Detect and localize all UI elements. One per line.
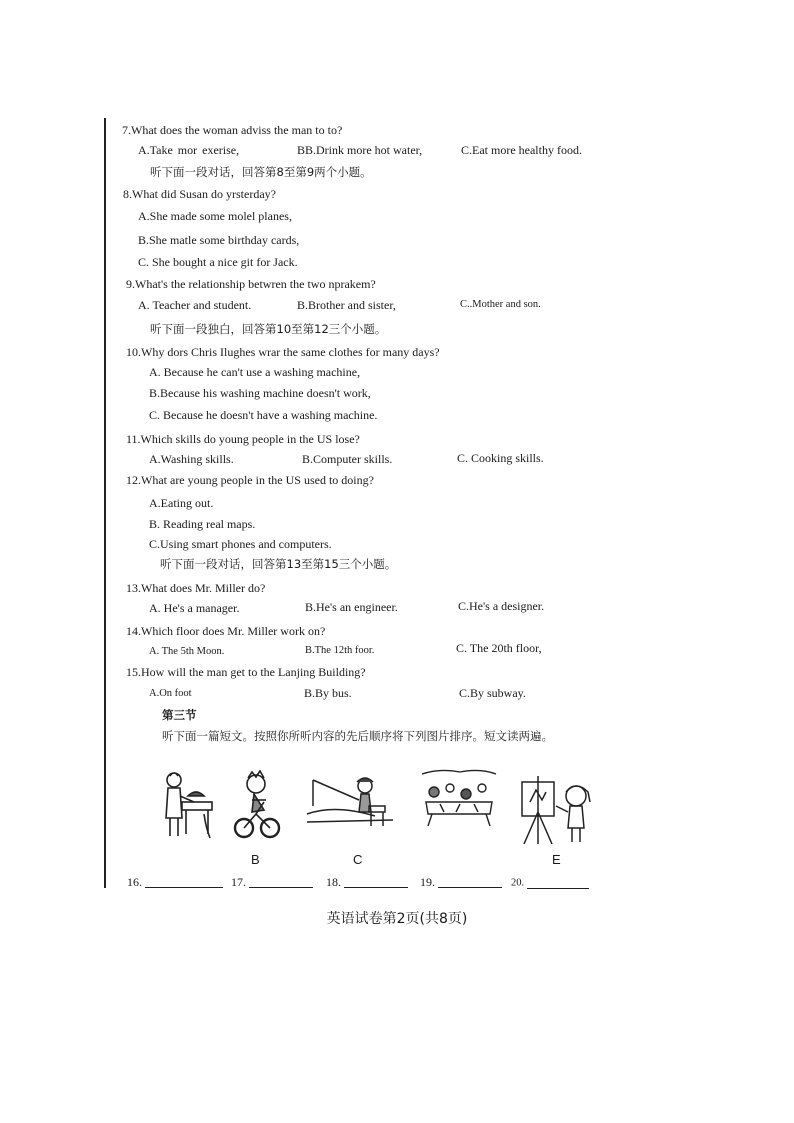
q10-option-a: A. Because he can't use a washing machine, (149, 365, 361, 379)
boy-cycling-icon (232, 770, 282, 842)
picture-label-b: B (251, 852, 260, 867)
q11-option-b: B.Computer skills. (302, 452, 393, 466)
person-cooking-icon (160, 768, 220, 840)
section3-instruction: 听下面一篇短文。按照你所听内容的先后顺序将下列图片排序。短文读两遍。 (162, 729, 553, 743)
q12-option-c: C.Using smart phones and computers. (149, 537, 332, 551)
picture-label-c: C (353, 852, 363, 867)
q9-question: 9.What's the relationship betwren the two nprakem? (126, 277, 376, 291)
answer-number-19: 19. (420, 875, 435, 889)
q15-option-c: C.By subway. (459, 686, 526, 700)
q7-option-c: C.Eat more healthy food. (461, 143, 582, 157)
answer-number-18: 18. (326, 875, 341, 889)
q9-option-c: C..Mother and son. (460, 299, 541, 310)
q10-option-c: C. Because he doesn't have a washing machine. (149, 408, 378, 422)
answer-number-16: 16. (127, 875, 142, 889)
q10-question: 10.Why dors Chris Ilughes wrar the same clothes for many days? (126, 345, 440, 359)
q12-question: 12.What are young people in the US used to doing? (126, 473, 374, 487)
answer-number-20: 20. (511, 877, 525, 889)
q10-option-b: B.Because his washing machine doesn't work, (149, 386, 371, 400)
section3-title: 第三节 (162, 708, 197, 722)
answer-blank-17[interactable] (231, 876, 313, 888)
q12-option-a: A.Eating out. (149, 496, 214, 510)
instruction-13-15: 听下面一段对话，回答第13至第15三个小题。 (160, 557, 397, 571)
page-footer: 英语试卷第2页(共8页) (326, 911, 468, 927)
instruction-8-9: 听下面一段对话，回答第8至第9两个小题。 (150, 165, 372, 179)
answer-blank-19[interactable] (420, 876, 502, 888)
q11-option-c: C. Cooking skills. (457, 451, 544, 465)
q8-question: 8.What did Susan do yrsterday? (123, 187, 276, 201)
q7-option-b: BB.Drink more hot water, (297, 143, 423, 157)
margin-line (104, 118, 106, 888)
q14-option-b: B.The 12th foor. (305, 645, 375, 656)
q7-question: 7.What does the woman adviss the man to to? (122, 123, 343, 137)
q15-option-a: A.On foot (149, 688, 192, 699)
q7-option-a: A.Take mor exerise, (138, 143, 240, 157)
q13-option-c: C.He's a designer. (458, 599, 545, 613)
answer-number-17: 17. (231, 875, 246, 889)
q13-option-a: A. He's a manager. (149, 601, 240, 615)
q8-option-b: B.She matle some birthday cards, (138, 233, 300, 247)
answer-blank-18[interactable] (326, 876, 408, 888)
q8-option-a: A.She made some molel planes, (138, 209, 292, 223)
man-fishing-icon (305, 770, 397, 834)
q13-option-b: B.He's an engineer. (305, 600, 398, 614)
answer-blank-16[interactable] (127, 876, 223, 888)
q8-option-c: C. She bought a nice git for Jack. (138, 255, 298, 269)
q13-question: 13.What does Mr. Miller do? (126, 581, 266, 595)
q15-option-b: B.By bus. (304, 686, 352, 700)
q9-option-a: A. Teacher and student. (138, 298, 252, 312)
q11-option-a: A.Washing skills. (149, 452, 234, 466)
picture-label-e: E (552, 852, 561, 867)
park-scene-icon (420, 768, 498, 830)
girl-painting-icon (518, 772, 598, 844)
q14-question: 14.Which floor does Mr. Miller work on? (126, 624, 326, 638)
answer-blank-20[interactable] (511, 878, 589, 889)
q14-option-c: C. The 20th floor, (456, 641, 542, 655)
q12-option-b: B. Reading real maps. (149, 517, 256, 531)
q11-question: 11.Which skills do young people in the US lose? (126, 432, 360, 446)
q9-option-b: B.Brother and sister, (297, 298, 396, 312)
instruction-10-12: 听下面一段独白，回答第10至第12三个小题。 (150, 322, 387, 336)
q15-question: 15.How will the man get to the Lanjing Building? (126, 665, 366, 679)
q14-option-a: A. The 5th Moon. (149, 646, 225, 657)
